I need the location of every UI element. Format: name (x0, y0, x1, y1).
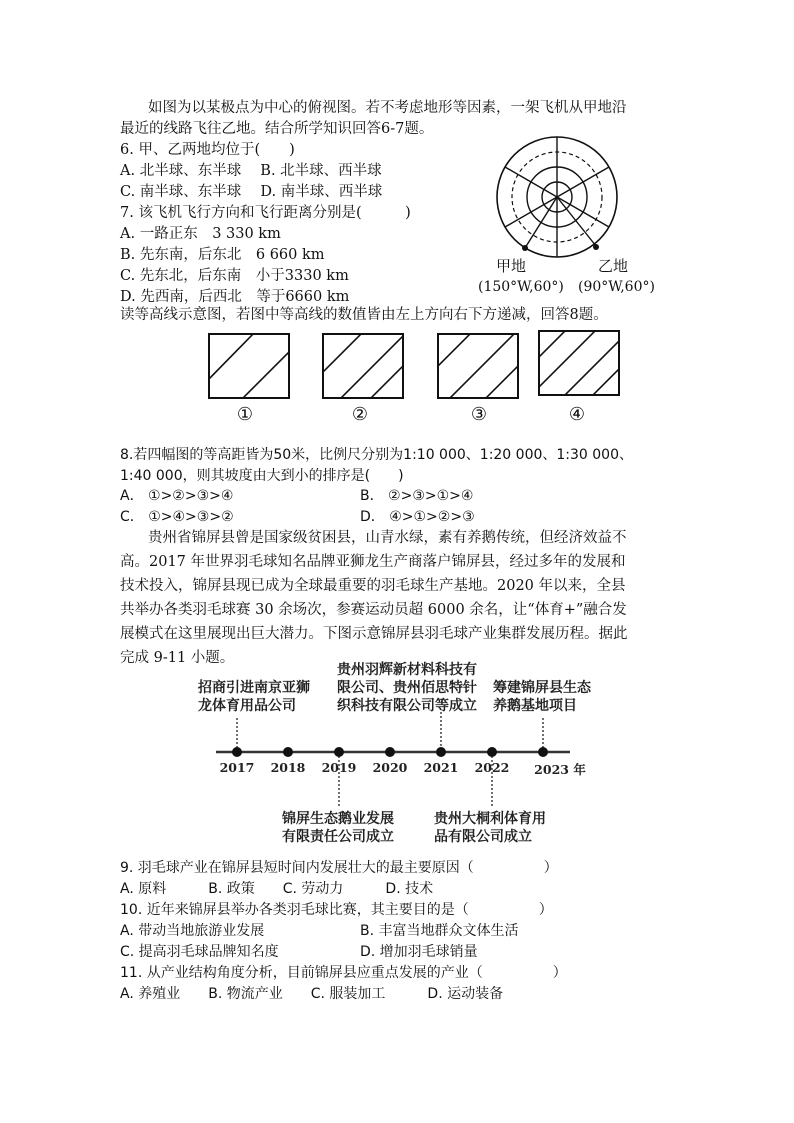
q7-stem: 7. 该飞机飞行方向和飞行距离分别是( ) (120, 205, 411, 221)
q10-option-b: B. 丰富当地群众文体生活 (360, 923, 519, 939)
intro-9-11-line6: 完成 9-11 小题。 (120, 650, 235, 666)
timeline-year-2017: 2017 (219, 760, 255, 775)
q8-option-a: A． ①>②>③>④ (120, 488, 234, 504)
timeline-event-2019-l1: 锦屏生态鹅业发展 (282, 811, 394, 827)
intro-6-7-line2: 最近的线路飞往乙地。结合所学知识回答6-7题。 (120, 121, 434, 137)
q9-options: A. 原料 B. 政策 C. 劳动力 D. 技术 (120, 881, 434, 897)
timeline-event-2021-l3: 织科技有限公司等成立 (337, 698, 477, 714)
q6-options-cd: C. 南半球、东半球 D. 南半球、西半球 (120, 184, 383, 200)
intro-8: 读等高线示意图，若图中等高线的数值皆由左上方向右下方递减，回答8题。 (120, 307, 608, 323)
timeline-event-2023-l2: 养鹅基地项目 (493, 698, 577, 714)
intro-9-11-line5: 展模式在这里展现出巨大潜力。下图示意锦屏县羽毛球产业集群发展历程。据此 (120, 626, 628, 642)
timeline-dot-2020 (385, 747, 395, 757)
timeline-event-2017-l1: 招商引进南京亚狮 (198, 680, 310, 696)
timeline-dot-2022 (487, 747, 497, 757)
timeline-event-2019-l2: 有限责任公司成立 (282, 829, 394, 845)
intro-9-11-line3: 技术投入，锦屏县现已成为全球最重要的羽毛球生产基地。2020 年以来，全县 (120, 578, 626, 594)
q10-stem: 10. 近年来锦屏县举办各类羽毛球比赛，其主要目的是（ ） (120, 902, 553, 918)
timeline-year-2019: 2019 (321, 760, 357, 775)
intro-9-11-line4: 共举办各类羽毛球赛 30 余场次，参赛运动员超 6000 余名，让“体育+”融合发 (120, 602, 627, 618)
contour-label-3: ③ (470, 404, 488, 425)
timeline-dot-2018 (283, 747, 293, 757)
timeline-year-2022: 2022 (474, 760, 510, 775)
q8-option-b: B． ②>③>①>④ (360, 488, 474, 504)
timeline-dot-2017 (232, 747, 242, 757)
q8-stem-line1: 8.若四幅图的等高距皆为50米，比例尺分别为1:10 000、1:20 000、1:30 000、 (120, 447, 634, 463)
timeline-year-2023: 2023 年 (534, 762, 586, 777)
q7-option-a: A. 一路正东 3 330 km (120, 226, 281, 242)
q7-option-d: D. 先西南，后西北 等于6660 km (120, 289, 350, 305)
contour-label-4: ④ (568, 404, 586, 425)
q11-options: A. 养殖业 B. 物流产业 C. 服装加工 D. 运动装备 (120, 986, 504, 1002)
q10-option-d: D. 增加羽毛球销量 (360, 944, 478, 960)
timeline-year-2018: 2018 (270, 760, 306, 775)
q8-stem-line2: 1:40 000，则其坡度由大到小的排序是( ) (120, 468, 404, 484)
timeline-event-2021-l1: 贵州羽辉新材料科技有 (337, 662, 477, 678)
q6-stem: 6. 甲、乙两地均位于( ) (120, 142, 295, 158)
q9-stem: 9. 羽毛球产业在锦屏县短时间内发展壮大的最主要原因（ ） (120, 860, 558, 876)
contour-map-3 (437, 333, 519, 399)
jia-point (522, 245, 528, 251)
yi-label: 乙地 (598, 257, 629, 275)
jia-coordinates: (150°W,60°) (478, 279, 564, 295)
timeline-year-2021: 2021 (423, 760, 459, 775)
q8-option-d: D． ④>①>②>③ (360, 509, 475, 525)
timeline-dot-2021 (436, 747, 446, 757)
q8-option-c: C． ①>④>③>② (120, 509, 234, 525)
q7-option-c: C. 先东北，后东南 小于3330 km (120, 268, 349, 284)
timeline-event-2022-l1: 贵州大桐利体育用 (434, 811, 546, 827)
yi-coordinates: (90°W,60°) (578, 279, 655, 295)
jia-label: 甲地 (496, 257, 527, 275)
contour-map-4 (538, 330, 620, 396)
timeline-event-2021-l2: 限公司、贵州佰思特针 (337, 680, 477, 696)
q11-stem: 11. 从产业结构角度分析，目前锦屏县应重点发展的产业（ ） (120, 965, 567, 981)
timeline-year-2020: 2020 (372, 760, 408, 775)
intro-9-11-line2: 高。2017 年世界羽毛球知名品牌亚狮龙生产商落户锦屏县，经过多年的发展和 (120, 554, 626, 570)
contour-map-1 (208, 333, 290, 399)
contour-map-2 (322, 333, 404, 399)
timeline-dot-2019 (334, 747, 344, 757)
q6-options-ab: A. 北半球、东半球 B. 北半球、西半球 (120, 163, 382, 179)
q10-option-a: A. 带动当地旅游业发展 (120, 923, 265, 939)
intro-9-11-line1: 贵州省锦屏县曾是国家级贫困县，山青水绿，素有养鹅传统，但经济效益不 (148, 530, 627, 546)
q10-option-c: C. 提高羽毛球品牌知名度 (120, 944, 279, 960)
q7-option-b: B. 先东南，后东北 6 660 km (120, 247, 325, 263)
contour-label-2: ② (351, 404, 369, 425)
timeline-event-2023-l1: 筹建锦屏县生态 (493, 680, 591, 696)
timeline-dot-2023 (538, 747, 548, 757)
contour-label-1: ① (236, 404, 254, 425)
timeline-event-2022-l2: 品有限公司成立 (434, 829, 532, 845)
intro-6-7-line1: 如图为以某极点为中心的俯视图。若不考虑地形等因素，一架飞机从甲地沿 (148, 100, 627, 116)
yi-point (593, 244, 599, 250)
polar-projection-figure (492, 135, 632, 265)
timeline-event-2017-l2: 龙体育用品公司 (198, 698, 296, 714)
